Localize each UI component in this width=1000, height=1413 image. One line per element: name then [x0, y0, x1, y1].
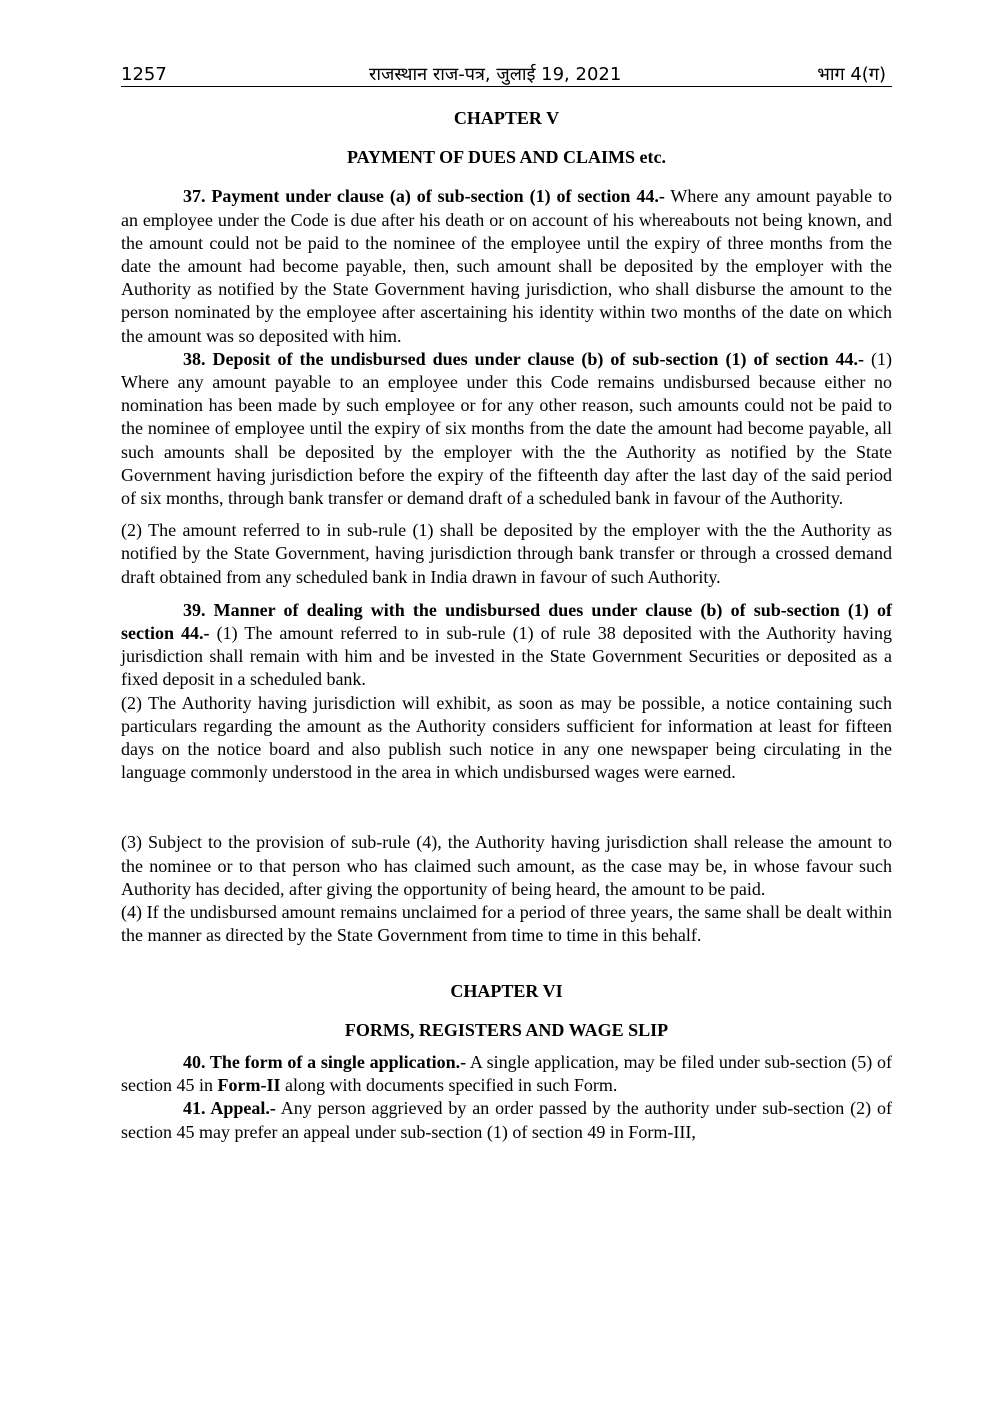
chapter-6-subtitle: FORMS, REGISTERS AND WAGE SLIP: [344, 1019, 669, 1040]
rule-39-heading: 39. Manner of dealing with the undisbursed dues under clause (b) of sub-section (1) of section 44.-: [121, 599, 892, 644]
rule-39-sub-2: (2) The Authority having jurisdiction will exhibit, as soon as may be possible, a notice containing such particulars regarding the amount as the Authority considers sufficient for information at least for fifteen days on the notice board and also publish such notice in any one newspaper being circulating in the language commonly understood in the area in which undisbursed wages were earned.: [121, 692, 892, 783]
gazette-header: [121, 64, 892, 87]
chapter-6-title: CHAPTER VI: [450, 980, 563, 1001]
rule-41-text: Any person aggrieved by an order passed by the authority under sub-section (2) of section 45 may prefer an appeal under sub-section (1) of section 49 in Form-III,: [121, 1098, 892, 1142]
rule-39: [121, 599, 892, 692]
rule-38: [121, 348, 892, 510]
rule-40-text-before: A single application, may be filed under sub-section (5) of section 45 in: [121, 1051, 893, 1096]
rule-40-text-after: along with documents specified in such Form.: [280, 1075, 618, 1096]
rule-39-sub-3: (3) Subject to the provision of sub-rule (4), the Authority having jurisdiction shall release the amount to the nominee or to that person who has claimed such amount, as the case may be, in whose favour such Authority has decided, after giving the opportunity of being heard, the amount to be paid.: [121, 832, 892, 899]
rule-38-heading: 38. Deposit of the undisbursed dues under clause (b) of sub-section (1) of section 44.-: [183, 348, 864, 369]
page-number: 1257: [121, 64, 167, 85]
rule-37-heading: 37. Payment under clause (a) of sub-section (1) of section 44.-: [183, 186, 665, 207]
rule-41: [121, 1097, 892, 1143]
document-body: [121, 107, 892, 1144]
rule-38-text: (1) Where any amount payable to an employee under this Code remains undisbursed because either no nomination has been made by such employee or for any other reason, such amounts could not be paid to the nominee of employee until the expiry of six months from the date the amount had become payable, all such amounts shall be deposited by the employer with the the Authority as notified by the State Government having jurisdiction before the expiry of the fifteenth day after the last day of the said period of six months, through bank transfer or demand draft of a scheduled bank in favour of the Authority.: [121, 348, 892, 509]
rule-40-form-name: Form-II: [217, 1075, 281, 1096]
rule-40: [121, 1051, 892, 1097]
rule-38-sub-2: (2) The amount referred to in sub-rule (1) shall be deposited by the employer with the the Authority as notified by the State Government, having jurisdiction through bank transfer or through a crossed demand draft obtained from any scheduled bank in India drawn in favour of such Authority.: [121, 520, 892, 587]
rule-40-heading: 40. The form of a single application.-: [183, 1051, 467, 1072]
gazette-title: राजस्थान राज-पत्र, जुलाई 19, 2021: [369, 64, 622, 85]
rule-37-text: Where any amount payable to an employee under the Code is due after his death or on account of his whereabouts not being known, and the amount could not be paid to the nominee of the employee until the expiry of three months from the date the amount had become payable, then, such amount shall be deposited by the employer with the Authority as notified by the State Government having jurisdiction, who shall disburse the amount to the person nominated by the employee after ascertaining his identity within two months of the date on which the amount was so deposited with him.: [121, 186, 892, 346]
rule-39-sub-4: (4) If the undisbursed amount remains unclaimed for a period of three years, the same shall be dealt within the manner as directed by the State Government from time to time in this behalf.: [121, 902, 892, 946]
chapter-5-title: CHAPTER V: [453, 108, 560, 128]
rule-37: [121, 185, 892, 347]
chapter-5-subtitle: PAYMENT OF DUES AND CLAIMS etc.: [346, 147, 666, 168]
rule-39-text: (1) The amount referred to in sub-rule (1) of rule 38 deposited with the Authority having jurisdiction shall remain with him and be invested in the State Government Securities or deposited as a fixed deposit in a scheduled bank.: [121, 623, 892, 690]
gazette-part: भाग 4(ग): [817, 64, 886, 85]
rule-41-heading: 41. Appeal.-: [183, 1098, 276, 1119]
